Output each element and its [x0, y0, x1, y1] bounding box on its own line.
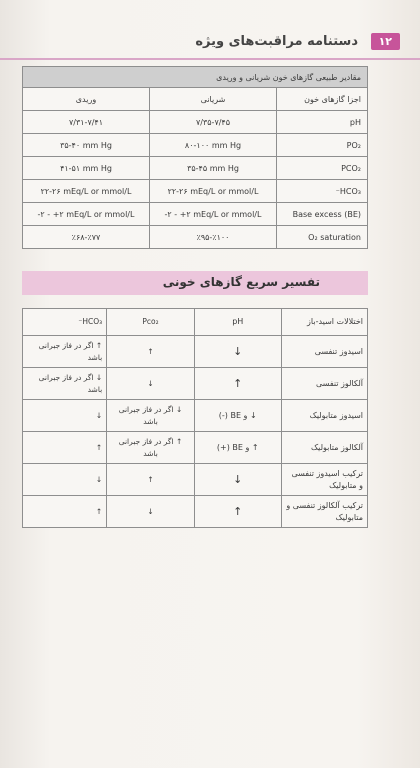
hco3-cell: ↓ — [23, 464, 107, 496]
ph-cell: ↑ و BE (+) — [194, 432, 281, 464]
table-row — [23, 464, 368, 496]
column-header: اختلالات اسید-باز — [281, 309, 367, 336]
table-header-row — [23, 309, 368, 336]
pco2-cell: ↑ — [107, 464, 195, 496]
pco2-cell: ↑ — [107, 336, 195, 368]
pco2-cell: ↑ اگر در فاز جبرانی باشد — [107, 432, 195, 464]
venous-cell: ۷/۳۱-۷/۴۱ — [23, 111, 150, 134]
arterial-cell: ۳۵-۴۵ mm Hg — [150, 157, 277, 180]
ph-cell: ↓ و BE (-) — [194, 400, 281, 432]
param-cell: HCO₃⁻ — [277, 180, 368, 203]
ph-cell: ↑ — [194, 368, 281, 400]
acid-base-interpretation-table — [22, 308, 368, 528]
venous-cell: -۲ - +۲ mEq/L or mmol/L — [23, 203, 150, 226]
book-title: دستنامه مراقبت‌های ویژه — [195, 34, 358, 49]
column-header: شریانی — [150, 88, 277, 111]
param-cell: PO₂ — [277, 134, 368, 157]
arterial-cell: ۸۰-۱۰۰ mm Hg — [150, 134, 277, 157]
column-header: pH — [194, 309, 281, 336]
pco2-cell: ↓ — [107, 368, 195, 400]
venous-cell: ۲۲-۲۶ mEq/L or mmol/L — [23, 180, 150, 203]
table-row — [23, 157, 368, 180]
column-header: اجزا گازهای خون — [277, 88, 368, 111]
disorder-cell: اسیدوز تنفسی — [281, 336, 367, 368]
table-row — [23, 180, 368, 203]
hco3-cell: ↓ — [23, 400, 107, 432]
column-header: HCO₃⁻ — [23, 309, 107, 336]
ph-cell: ↓ — [194, 336, 281, 368]
disorder-cell: اسیدوز متابولیک — [281, 400, 367, 432]
table-row — [23, 400, 368, 432]
pco2-cell: ↓ — [107, 496, 195, 528]
table-caption: مقادیر طبیعی گازهای خون شریانی و وریدی — [23, 67, 368, 88]
table-row — [23, 432, 368, 464]
disorder-cell: ترکیب آلکالوز تنفسی و متابولیک — [281, 496, 367, 528]
section-title: تفسیر سریع گازهای خونی — [162, 275, 320, 289]
blood-gas-normal-values-table — [22, 66, 368, 249]
arterial-cell: -۲ - +۲ mEq/L or mmol/L — [150, 203, 277, 226]
param-cell: PCO₂ — [277, 157, 368, 180]
ph-cell: ↑ — [194, 496, 281, 528]
table-row — [23, 368, 368, 400]
venous-cell: ۳۵-۴۰ mm Hg — [23, 134, 150, 157]
table-row — [23, 226, 368, 249]
page-number: ١٢ — [371, 33, 400, 50]
hco3-cell: ↑ اگر در فاز جبرانی باشد — [23, 336, 107, 368]
page-header — [0, 30, 420, 60]
arterial-cell: ٪۹۵-٪۱۰۰ — [150, 226, 277, 249]
table-row — [23, 496, 368, 528]
pco2-cell: ↓ اگر در فاز جبرانی باشد — [107, 400, 195, 432]
table-row — [23, 134, 368, 157]
table-row — [23, 111, 368, 134]
table-header-row — [23, 88, 368, 111]
arterial-cell: ۲۲-۲۶ mEq/L or mmol/L — [150, 180, 277, 203]
disorder-cell: آلکالوز متابولیک — [281, 432, 367, 464]
param-cell: pH — [277, 111, 368, 134]
disorder-cell: ترکیب اسیدوز تنفسی و متابولیک — [281, 464, 367, 496]
column-header: Pco₂ — [107, 309, 195, 336]
hco3-cell: ↓ اگر در فاز جبرانی باشد — [23, 368, 107, 400]
table-row — [23, 203, 368, 226]
table-row — [23, 336, 368, 368]
param-cell: O₂ saturation — [277, 226, 368, 249]
hco3-cell: ↑ — [23, 496, 107, 528]
venous-cell: ۴۱-۵۱ mm Hg — [23, 157, 150, 180]
venous-cell: ٪۶۸-٪۷۷ — [23, 226, 150, 249]
ph-cell: ↓ — [194, 464, 281, 496]
param-cell: Base excess (BE) — [277, 203, 368, 226]
disorder-cell: آلکالوز تنفسی — [281, 368, 367, 400]
column-header: وریدی — [23, 88, 150, 111]
arterial-cell: ۷/۳۵-۷/۴۵ — [150, 111, 277, 134]
hco3-cell: ↑ — [23, 432, 107, 464]
